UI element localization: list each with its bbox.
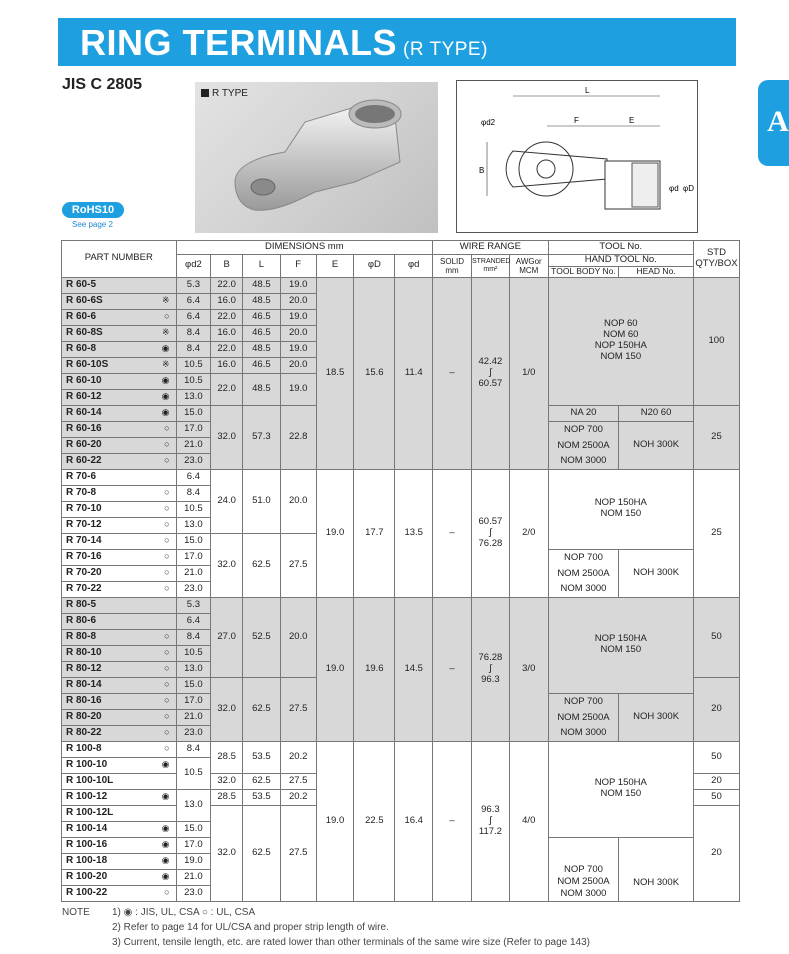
- solid-value: –: [433, 741, 472, 901]
- awg-value: 3/0: [509, 597, 548, 741]
- note-3: 3) Current, tensile length, etc. are rated lower than other terminals of the same wire size (Refer to page 143): [112, 937, 591, 948]
- head-no: NOH 300K: [619, 837, 694, 901]
- table-row: [62, 597, 740, 613]
- drawing-label-d: φd: [669, 184, 679, 193]
- cert-mark: ◉: [161, 759, 170, 770]
- part-number: R 70-14 ○: [62, 533, 177, 549]
- F-value: 19.0: [280, 341, 316, 357]
- part-number: R 70-20 ○: [62, 565, 177, 581]
- hdr-body: TOOL BODY No.: [548, 266, 619, 277]
- part-number: R 70-16 ○: [62, 549, 177, 565]
- cert-mark: ○: [164, 631, 170, 642]
- L-value: 57.3: [242, 405, 280, 469]
- table-row: [62, 469, 740, 485]
- part-number: R 80-8 ○: [62, 629, 177, 645]
- cert-mark: ※: [161, 327, 170, 338]
- part-number: R 80-5: [62, 597, 177, 613]
- hdr-L: L: [242, 255, 280, 278]
- E-value: 19.0: [316, 469, 354, 597]
- B-value: 24.0: [211, 469, 243, 533]
- cert-mark: ○: [164, 663, 170, 674]
- awg-value: 2/0: [509, 469, 548, 597]
- hdr-F: F: [280, 255, 316, 278]
- part-number: R 60-8 ◉: [62, 341, 177, 357]
- L-value: 46.5: [242, 309, 280, 325]
- part-number: R 70-6: [62, 469, 177, 485]
- cert-mark: ○: [164, 455, 170, 466]
- d2-value: 8.4: [176, 741, 211, 757]
- part-number: R 80-10 ○: [62, 645, 177, 661]
- hdr-part: PART NUMBER: [62, 241, 177, 278]
- F-value: 27.5: [280, 533, 316, 597]
- L-value: 48.5: [242, 373, 280, 405]
- awg-value: 4/0: [509, 741, 548, 901]
- cert-mark: ○: [164, 583, 170, 594]
- d2-value: 23.0: [176, 581, 211, 597]
- F-value: 20.0: [280, 293, 316, 309]
- drawing-label-d2: φd2: [481, 118, 496, 127]
- cert-mark: ○: [164, 567, 170, 578]
- F-value: 19.0: [280, 277, 316, 293]
- d2-value: 13.0: [176, 517, 211, 533]
- B-value: 28.5: [211, 741, 243, 773]
- stranded-value: 60.57 ∫ 76.28: [471, 469, 509, 597]
- F-value: 20.0: [280, 597, 316, 677]
- hdr-wire: WIRE RANGE: [433, 241, 549, 255]
- part-number: R 100-10 ◉: [62, 757, 177, 773]
- head-no: N20 60: [619, 405, 694, 421]
- d2-value: 21.0: [176, 565, 211, 581]
- head-no: NOH 300K: [619, 693, 694, 741]
- part-number: R 80-16 ○: [62, 693, 177, 709]
- part-number: R 100-20 ◉: [62, 869, 177, 885]
- hdr-B: B: [211, 255, 243, 278]
- drawing-label-D: φD: [683, 184, 694, 193]
- B-value: 22.0: [211, 309, 243, 325]
- D-value: 15.6: [354, 277, 395, 469]
- part-number: R 60-22 ○: [62, 453, 177, 469]
- F-value: 20.2: [280, 741, 316, 773]
- d2-value: 5.3: [176, 277, 211, 293]
- L-value: 46.5: [242, 357, 280, 373]
- d2-value: 10.5: [176, 373, 211, 389]
- photo-label: R TYPE: [201, 88, 248, 99]
- d2-value: 13.0: [176, 661, 211, 677]
- d2-value: 10.5: [176, 645, 211, 661]
- d2-value: 21.0: [176, 437, 211, 453]
- d2-value: 8.4: [176, 485, 211, 501]
- B-value: 32.0: [211, 773, 243, 789]
- E-value: 18.5: [316, 277, 354, 469]
- hdr-D: φD: [354, 255, 395, 278]
- B-value: 27.0: [211, 597, 243, 677]
- E-value: 19.0: [316, 597, 354, 741]
- hdr-std: STD QTY/BOX: [693, 241, 739, 278]
- B-value: 22.0: [211, 277, 243, 293]
- part-number: R 100-16 ◉: [62, 837, 177, 853]
- cert-mark: ○: [164, 695, 170, 706]
- tool-body: NOP 150HA NOM 150: [548, 469, 693, 549]
- tool-body: NOP 700 NOM 2500A NOM 3000: [548, 693, 619, 741]
- qty-value: 20: [693, 805, 739, 901]
- part-number: R 60-10 ◉: [62, 373, 177, 389]
- part-number: R 70-10 ○: [62, 501, 177, 517]
- title-bar: [58, 18, 736, 66]
- head-no: NOH 300K: [619, 549, 694, 597]
- d2-value: 6.4: [176, 613, 211, 629]
- solid-value: –: [433, 597, 472, 741]
- d2-value: 15.0: [176, 405, 211, 421]
- part-number: R 100-10L: [62, 773, 177, 789]
- cert-mark: ◉: [161, 343, 170, 354]
- cert-mark: ○: [164, 503, 170, 514]
- d2-value: 17.0: [176, 421, 211, 437]
- cert-mark: ◉: [161, 839, 170, 850]
- drawing-label-E: E: [629, 116, 635, 125]
- hdr-hand: HAND TOOL No.: [548, 255, 693, 267]
- d-value: 13.5: [395, 469, 433, 597]
- d2-value: 13.0: [176, 389, 211, 405]
- hdr-solid: SOLID mm: [433, 255, 472, 278]
- qty-value: 50: [693, 789, 739, 805]
- d2-value: 17.0: [176, 549, 211, 565]
- F-value: 20.0: [280, 325, 316, 341]
- L-value: 53.5: [242, 789, 280, 805]
- cert-mark: ○: [164, 439, 170, 450]
- section-tab[interactable]: A: [758, 80, 789, 166]
- part-number: R 100-18 ◉: [62, 853, 177, 869]
- B-value: 32.0: [211, 677, 243, 741]
- cert-mark: ○: [164, 743, 170, 754]
- hdr-tool: TOOL No.: [548, 241, 693, 255]
- hdr-d2: φd2: [176, 255, 211, 278]
- B-value: 22.0: [211, 341, 243, 357]
- hdr-E: E: [316, 255, 354, 278]
- L-value: 48.5: [242, 341, 280, 357]
- drawing-label-B: B: [479, 166, 485, 175]
- qty-value: 50: [693, 597, 739, 677]
- table-row: [62, 741, 740, 757]
- d2-value: 6.4: [176, 293, 211, 309]
- cert-mark: ◉: [161, 391, 170, 402]
- head-no: NOH 300K: [619, 421, 694, 469]
- cert-mark: ○: [164, 423, 170, 434]
- d2-value: 13.0: [176, 789, 211, 821]
- drawing-label-L: L: [585, 86, 590, 95]
- d2-value: 8.4: [176, 629, 211, 645]
- F-value: 19.0: [280, 373, 316, 405]
- solid-value: –: [433, 277, 472, 469]
- d2-value: 10.5: [176, 757, 211, 789]
- cert-mark: ○: [164, 311, 170, 322]
- hdr-head: HEAD No.: [619, 266, 694, 277]
- B-value: 32.0: [211, 405, 243, 469]
- cert-mark: ○: [164, 711, 170, 722]
- hdr-d: φd: [395, 255, 433, 278]
- part-number: R 60-6 ○: [62, 309, 177, 325]
- d2-value: 23.0: [176, 725, 211, 741]
- B-value: 16.0: [211, 357, 243, 373]
- d2-value: 21.0: [176, 709, 211, 725]
- part-number: R 80-14 ○: [62, 677, 177, 693]
- tool-body: NA 20: [548, 405, 619, 421]
- part-number: R 60-20 ○: [62, 437, 177, 453]
- F-value: 20.0: [280, 357, 316, 373]
- D-value: 17.7: [354, 469, 395, 597]
- awg-value: 1/0: [509, 277, 548, 469]
- L-value: 53.5: [242, 741, 280, 773]
- tool-body: NOP 150HA NOM 150: [548, 741, 693, 837]
- qty-value: 25: [693, 405, 739, 469]
- part-number: R 100-22 ○: [62, 885, 177, 901]
- d2-value: 10.5: [176, 501, 211, 517]
- hdr-awg: AWGor MCM: [509, 255, 548, 278]
- tool-body: NOP 700 NOM 2500A NOM 3000: [548, 549, 619, 597]
- d2-value: 21.0: [176, 869, 211, 885]
- cert-mark: ◉: [161, 823, 170, 834]
- part-number: R 100-14 ◉: [62, 821, 177, 837]
- part-number: R 80-12 ○: [62, 661, 177, 677]
- qty-value: 50: [693, 741, 739, 773]
- L-value: 62.5: [242, 533, 280, 597]
- product-photo: [195, 82, 438, 233]
- cert-mark: ※: [161, 359, 170, 370]
- part-number: R 60-10S ※: [62, 357, 177, 373]
- specs-table: [61, 240, 740, 902]
- F-value: 27.5: [280, 677, 316, 741]
- d2-value: 23.0: [176, 885, 211, 901]
- part-number: R 60-8S ※: [62, 325, 177, 341]
- B-value: 28.5: [211, 789, 243, 805]
- d2-value: 15.0: [176, 677, 211, 693]
- cert-mark: ◉: [161, 375, 170, 386]
- d2-value: 6.4: [176, 469, 211, 485]
- F-value: 27.5: [280, 773, 316, 789]
- cert-mark: ○: [164, 551, 170, 562]
- solid-value: –: [433, 469, 472, 597]
- part-number: R 80-22 ○: [62, 725, 177, 741]
- stranded-value: 42.42 ∫ 60.57: [471, 277, 509, 469]
- B-value: 22.0: [211, 373, 243, 405]
- B-value: 16.0: [211, 325, 243, 341]
- rohs-see-page[interactable]: See page 2: [72, 220, 113, 229]
- tool-body: NOP 150HA NOM 150: [548, 597, 693, 693]
- d2-value: 10.5: [176, 357, 211, 373]
- drawing-label-F: F: [574, 116, 579, 125]
- cert-mark: ◉: [161, 791, 170, 802]
- D-value: 22.5: [354, 741, 395, 901]
- D-value: 19.6: [354, 597, 395, 741]
- stranded-value: 96.3 ∫ 117.2: [471, 741, 509, 901]
- standard-label: JIS C 2805: [62, 76, 143, 93]
- note-1: 1) ◉ : JIS, UL, CSA ○ : UL, CSA: [112, 907, 256, 918]
- qty-value: 25: [693, 469, 739, 597]
- dimension-drawing: [456, 80, 698, 233]
- note-label: NOTE: [62, 907, 90, 918]
- d2-value: 23.0: [176, 453, 211, 469]
- part-number: R 70-22 ○: [62, 581, 177, 597]
- part-number: R 80-20 ○: [62, 709, 177, 725]
- tool-body: NOP 60 NOM 60 NOP 150HA NOM 150: [548, 277, 693, 405]
- B-value: 16.0: [211, 293, 243, 309]
- d2-value: 6.4: [176, 309, 211, 325]
- cert-mark: ◉: [161, 871, 170, 882]
- L-value: 62.5: [242, 677, 280, 741]
- hdr-dims: DIMENSIONS mm: [176, 241, 433, 255]
- part-number: R 70-12 ○: [62, 517, 177, 533]
- L-value: 48.5: [242, 293, 280, 309]
- stranded-value: 76.28 ∫ 96.3: [471, 597, 509, 741]
- cert-mark: ◉: [161, 407, 170, 418]
- d2-value: 8.4: [176, 325, 211, 341]
- qty-value: 20: [693, 677, 739, 741]
- part-number: R 60-6S ※: [62, 293, 177, 309]
- part-number: R 70-8 ○: [62, 485, 177, 501]
- part-number: R 100-12L: [62, 805, 177, 821]
- L-value: 51.0: [242, 469, 280, 533]
- L-value: 48.5: [242, 277, 280, 293]
- d2-value: 19.0: [176, 853, 211, 869]
- part-number: R 60-12 ◉: [62, 389, 177, 405]
- F-value: 20.2: [280, 789, 316, 805]
- F-value: 19.0: [280, 309, 316, 325]
- tool-body: NOP 700 NOM 2500A NOM 3000: [548, 421, 619, 469]
- part-number: R 100-8 ○: [62, 741, 177, 757]
- part-number: R 60-14 ◉: [62, 405, 177, 421]
- F-value: 20.0: [280, 469, 316, 533]
- qty-value: 20: [693, 773, 739, 789]
- part-number: R 60-5: [62, 277, 177, 293]
- cert-mark: ○: [164, 519, 170, 530]
- terminal-drawing-svg: [457, 81, 699, 234]
- L-value: 46.5: [242, 325, 280, 341]
- d2-value: 17.0: [176, 837, 211, 853]
- E-value: 19.0: [316, 741, 354, 901]
- table-row: [62, 277, 740, 293]
- B-value: 32.0: [211, 805, 243, 901]
- ring-terminal-image: [195, 82, 438, 233]
- note-2: 2) Refer to page 14 for UL/CSA and proper strip length of wire.: [112, 922, 389, 933]
- L-value: 62.5: [242, 805, 280, 901]
- cert-mark: ○: [164, 679, 170, 690]
- d-value: 11.4: [395, 277, 433, 469]
- d2-value: 15.0: [176, 533, 211, 549]
- L-value: 62.5: [242, 773, 280, 789]
- d2-value: 8.4: [176, 341, 211, 357]
- part-number: R 80-6: [62, 613, 177, 629]
- cert-mark: ○: [164, 535, 170, 546]
- F-value: 27.5: [280, 805, 316, 901]
- d-value: 16.4: [395, 741, 433, 901]
- cert-mark: ○: [164, 887, 170, 898]
- cert-mark: ○: [164, 487, 170, 498]
- page-title: RING TERMINALS (R TYPE): [80, 22, 488, 63]
- hdr-stranded: STRANDED mm²: [471, 255, 509, 278]
- d-value: 14.5: [395, 597, 433, 741]
- B-value: 32.0: [211, 533, 243, 597]
- qty-value: 100: [693, 277, 739, 405]
- cert-mark: ※: [161, 295, 170, 306]
- cert-mark: ○: [164, 727, 170, 738]
- tool-body: NOP 700 NOM 2500A NOM 3000: [548, 837, 619, 901]
- rohs-badge: RoHS10: [62, 202, 124, 218]
- cert-mark: ◉: [161, 855, 170, 866]
- F-value: 22.8: [280, 405, 316, 469]
- cert-mark: ○: [164, 647, 170, 658]
- d2-value: 15.0: [176, 821, 211, 837]
- part-number: R 100-12 ◉: [62, 789, 177, 805]
- part-number: R 60-16 ○: [62, 421, 177, 437]
- d2-value: 17.0: [176, 693, 211, 709]
- d2-value: 5.3: [176, 597, 211, 613]
- L-value: 52.5: [242, 597, 280, 677]
